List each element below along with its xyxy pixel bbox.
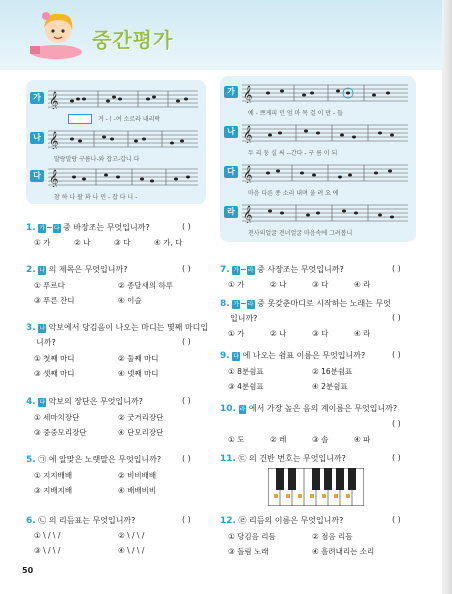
option[interactable]: ① 가	[228, 280, 245, 289]
answer-paren[interactable]: ( )	[182, 337, 191, 346]
page-title: 중간평가	[92, 28, 174, 52]
svg-text:𝄞: 𝄞	[243, 125, 253, 143]
svg-text:𝄞: 𝄞	[49, 169, 59, 187]
question-9: 9. 다 에 나오는 쉼표 이름은 무엇입니까?	[220, 351, 366, 361]
answer-blank-box	[68, 114, 92, 124]
score-row	[224, 120, 412, 158]
option[interactable]: ④ 넷째 마디	[118, 369, 159, 378]
score-lyric: 예 - 쁘게피 던 엄 마 목 걸 이 만 - 들	[248, 110, 343, 117]
option[interactable]: ④ 이슬	[118, 296, 142, 305]
question-3: 3. 나 악보에서 당김음이 나오는 마디는 몇째 마디입	[26, 323, 209, 333]
score-lyric: 마음 다른 종 소리 내며 울 려 요 에	[248, 190, 339, 197]
option[interactable]: ③ \ / \ /	[34, 546, 61, 555]
option[interactable]: ④ 파	[354, 435, 371, 444]
score-box-right	[220, 76, 416, 242]
music-staff	[48, 89, 198, 109]
music-staff	[242, 123, 408, 143]
score-lyric: 천사의얼굴 전녀얼굴 마음속에 그려봅니	[248, 230, 353, 237]
score-row-label: 다	[224, 166, 238, 178]
question-1: 1. 가~다 중 바장조는 무엇입니까?	[26, 223, 150, 233]
option[interactable]: ③ 푸른 잔디	[34, 296, 75, 305]
option[interactable]: ③ 다	[114, 238, 131, 247]
score-row-label: 가	[30, 92, 44, 104]
option[interactable]: ① 푸르다	[34, 281, 65, 290]
option[interactable]: ② 점음 리듬	[312, 532, 353, 541]
answer-paren[interactable]: ( )	[392, 350, 401, 359]
option[interactable]: ① 당김음 리듬	[228, 532, 276, 541]
question-5: 5. ㉠ 에 알맞은 노랫말은 무엇입니까?	[26, 455, 162, 465]
option[interactable]: ① 가	[34, 238, 51, 247]
score-lyric: 참 하 나 팔 꽈 나 민 - 잡 다 니 -	[54, 194, 138, 201]
option[interactable]: ① 세마치장단	[34, 413, 80, 422]
music-staff	[242, 83, 408, 103]
question-10: 10. 라 에서 가장 높은 음의 계이름은 무엇입니까?	[220, 404, 398, 414]
option[interactable]: ③ 다	[312, 329, 329, 338]
page-number: 50	[22, 566, 34, 575]
answer-paren[interactable]: ( )	[392, 419, 401, 428]
score-row	[30, 126, 202, 164]
music-staff	[48, 129, 198, 149]
answer-paren[interactable]: ( )	[182, 454, 191, 463]
score-row	[224, 200, 412, 238]
score-row	[224, 80, 412, 118]
option[interactable]: ④ 라	[354, 280, 371, 289]
option[interactable]: ② 종달새의 하루	[118, 281, 173, 290]
option[interactable]: ③ 셋째 마디	[34, 369, 75, 378]
option[interactable]: ④ 단모리장단	[118, 428, 164, 437]
score-lyric: 겨 -ㅣ-여 소르라 내리락	[98, 116, 161, 123]
score-row-label: 라	[224, 206, 238, 218]
option[interactable]: ① 지지배배	[34, 471, 73, 480]
question-2: 2. 나 의 제목은 무엇입니까?	[26, 265, 128, 275]
question-7: 7. 가~라 중 사장조는 무엇입니까?	[220, 265, 344, 275]
score-row-label: 나	[224, 126, 238, 138]
option[interactable]: ① 가	[228, 329, 245, 338]
answer-paren[interactable]: ( )	[182, 396, 191, 405]
score-box-left	[26, 80, 206, 204]
score-row-label: 다	[30, 170, 44, 182]
svg-text:𝄞: 𝄞	[243, 205, 253, 223]
score-row	[30, 164, 202, 202]
answer-paren[interactable]: ( )	[392, 313, 401, 322]
option[interactable]: ④ \ / \ /	[118, 546, 145, 555]
question-3-cont: 니까?	[36, 338, 56, 347]
option[interactable]: ① 도	[228, 435, 245, 444]
option[interactable]: ② 나	[270, 280, 287, 289]
answer-paren[interactable]: ( )	[182, 264, 191, 273]
answer-paren[interactable]: ( )	[392, 264, 401, 273]
svg-text:𝄞: 𝄞	[49, 91, 59, 109]
answer-paren[interactable]: ( )	[182, 222, 191, 231]
option[interactable]: ① 첫째 마디	[34, 354, 75, 363]
option[interactable]: ② 둘째 마디	[118, 354, 159, 363]
option[interactable]: ③ 다	[312, 280, 329, 289]
option[interactable]: ② 비비배배	[118, 471, 157, 480]
option[interactable]: ① \ / \ /	[34, 531, 61, 540]
answer-paren[interactable]: ( )	[392, 515, 401, 524]
option[interactable]: ② 나	[74, 238, 91, 247]
option[interactable]: ② 나	[270, 329, 287, 338]
score-lyric: 말랑말랑 구름나-와 잡고-갑니 다	[54, 156, 140, 163]
option[interactable]: ③ 돌림 노래	[228, 547, 269, 556]
music-staff	[48, 167, 198, 187]
score-row-label: 가	[224, 86, 238, 98]
music-staff	[242, 163, 408, 183]
option[interactable]: ② \ / \ /	[118, 531, 145, 540]
score-lyric: 두 리 둥 실 써 --간다 - 구 름 이 되	[248, 150, 338, 157]
option[interactable]: ① 8분쉼표	[228, 367, 264, 376]
score-row-label: 나	[30, 132, 44, 144]
option[interactable]: ④ 2분쉼표	[312, 382, 348, 391]
option[interactable]: ④ 배배비비	[118, 486, 157, 495]
music-staff	[242, 203, 408, 223]
answer-paren[interactable]: ( )	[182, 515, 191, 524]
question-12: 12. ㉣ 리듬의 이름은 무엇입니까?	[220, 516, 344, 526]
option[interactable]: ② 굿거리장단	[118, 413, 164, 422]
option[interactable]: ② 레	[270, 435, 287, 444]
question-6: 6. ㉡ 의 리듬표는 무엇입니까?	[26, 516, 136, 526]
option[interactable]: ③ 지배지배	[34, 486, 73, 495]
page-edge	[442, 0, 452, 594]
answer-paren[interactable]: ( )	[392, 453, 401, 462]
option[interactable]: ② 16분쉼표	[312, 367, 353, 376]
piano-keyboard-icon	[268, 468, 364, 506]
svg-text:𝄞: 𝄞	[243, 165, 253, 183]
mascot-illustration	[26, 6, 90, 66]
option[interactable]: ④ 흘려내리는 소리	[312, 547, 375, 556]
svg-text:𝄞: 𝄞	[243, 85, 253, 103]
option[interactable]: ③ 솔	[312, 435, 329, 444]
option[interactable]: ③ 4분쉼표	[228, 382, 264, 391]
option[interactable]: ④ 라	[354, 329, 371, 338]
question-8: 8. 가~라 중 못갖춘마디로 시작하는 노래는 무엇	[220, 299, 391, 309]
question-8-cont: 입니까?	[230, 314, 258, 323]
score-row	[30, 86, 202, 124]
question-11: 11. ㉢ 의 건반 번호는 무엇입니까?	[220, 454, 346, 464]
option[interactable]: ④ 가, 다	[154, 238, 183, 247]
score-row	[224, 160, 412, 198]
question-4: 4. 다 악보의 장단은 무엇입니까?	[26, 397, 143, 407]
svg-text:𝄞: 𝄞	[49, 131, 59, 149]
option[interactable]: ③ 중중모리장단	[34, 428, 87, 437]
